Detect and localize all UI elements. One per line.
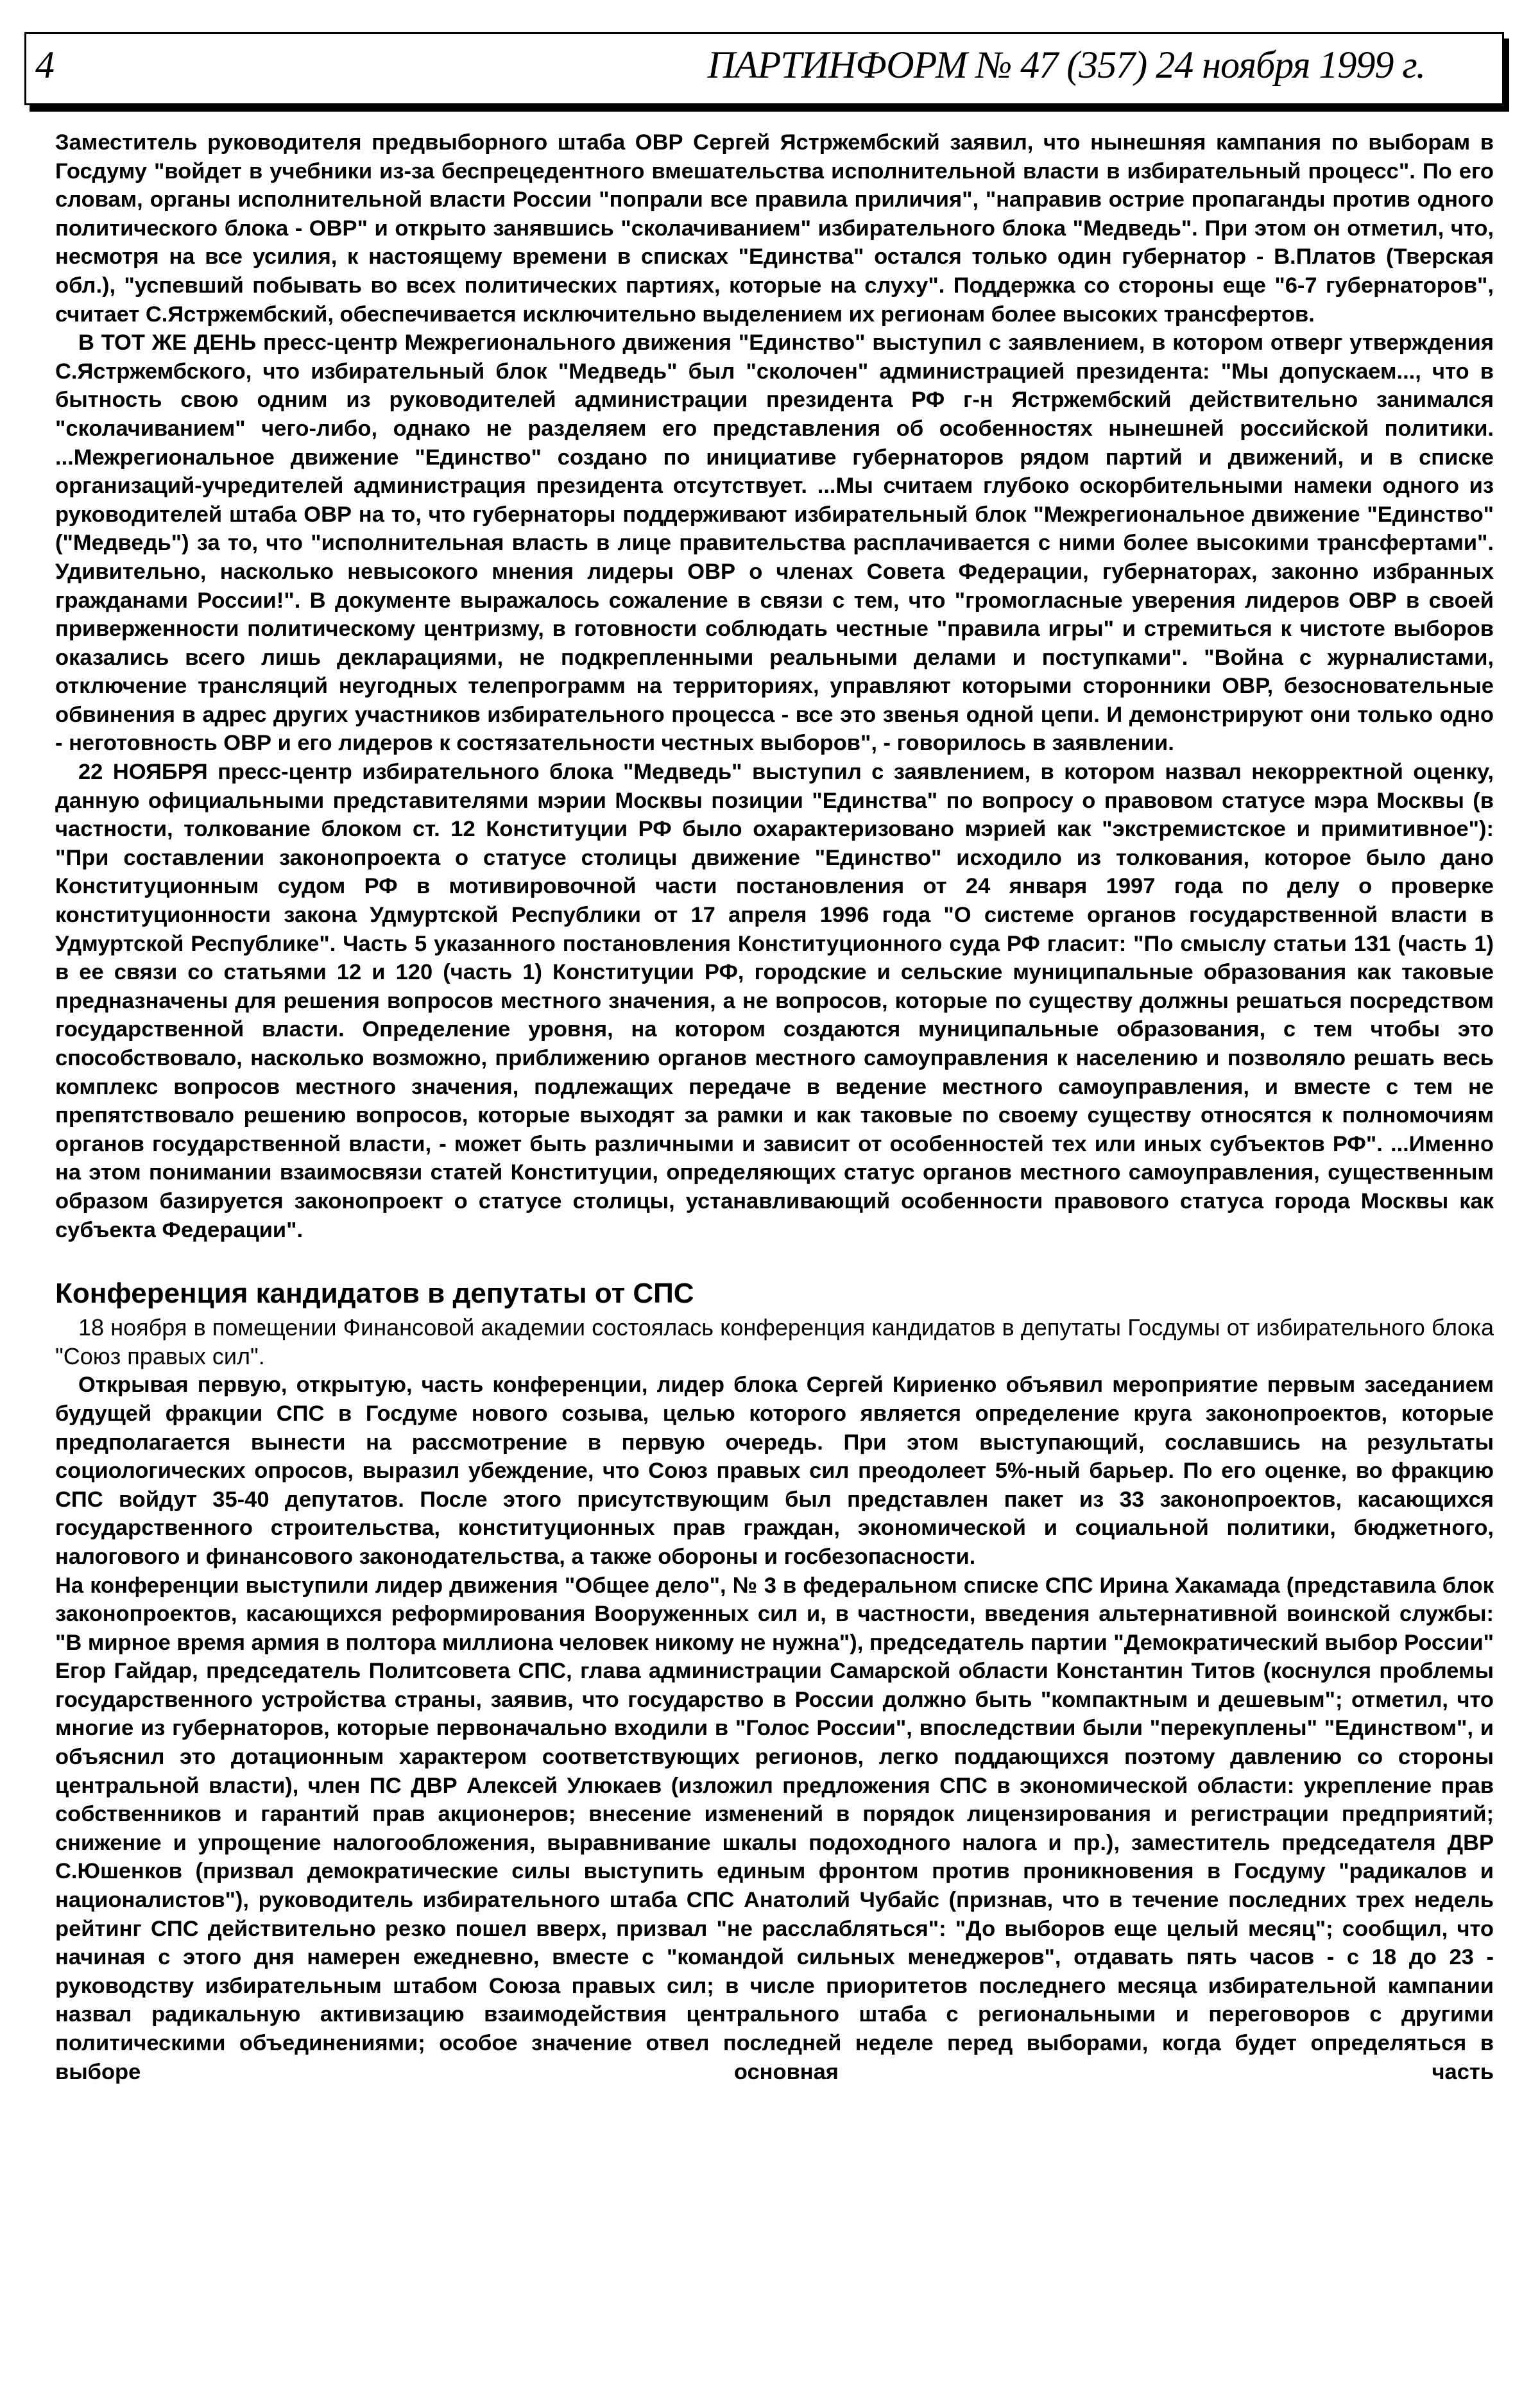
paragraph: Заместитель руководителя предвыборного штаба ОВР Сергей Ястржембский заявил, что нынешняя кампания по выборам в Госдуму "войдет в учебники из-за беспрецедентного вмешательства исполнительной власти в избирательный процесс". По его словам, органы исполнительной власти России "попрали все правила приличия", "направив острие пропаганды против одного политического блока - ОВР" и открыто занявшись "сколачиванием" избирательного блока "Медведь". При этом он отметил, что, несмотря на все усилия, к настоящему времени в списках "Единства" остался только один губернатор - В.Платов (Тверская обл.), "успевший побывать во всех политических партиях, которые на слуху". Поддержка со стороны еще "6-7 губернаторов", считает С.Ястржембский, обеспечивается исключительно выделением их регионам более высоких трансфертов. [55, 130, 1494, 327]
paragraph: 22 НОЯБРЯ пресс-центр избирательного блока "Медведь" выступил с заявлением, в котором назвал некорректной оценку, данную официальными представителями мэрии Москвы позиции "Единства" по вопросу о правовом статусе мэра Москвы (в частности, толкование блоком ст. 12 Конституции РФ было охарактеризовано мэрией как "экстремистское и примитивное"): "При составлении законопроекта о статусе столицы движение "Единство" исходило из толкования, которое было дано Конституционным судом РФ в мотивировочной части постановления от 24 января 1997 года по делу о проверке конституционности закона Удмуртской Республики от 17 апреля 1996 года "О системе органов государственной власти в Удмуртской Республике". Часть 5 указанного постановления Конституционного суда РФ гласит: "По смыслу статьи 131 (часть 1) в ее связи со статьями 12 и 120 (часть 1) Конституции РФ, городские и сельские муниципальные образования как таковые предназначены для решения вопросов местного значения, а не вопросов, которые по существу должны решаться посредством государственной власти. Определение уровня, на котором создаются муниципальные образования, с тем чтобы это способствовало, насколько возможно, приближению органов местного самоуправления к населению и позволяло решать весь комплекс вопросов местного значения, подлежащих передаче в ведение местного самоуправления, и вместе с тем не препятствовало решению вопросов, которые выходят за рамки и как таковые по своему существу относятся к полномочиям органов государственной власти, - может быть различными и зависит от особенностей тех или иных субъектов РФ". ...Именно на этом понимании взаимосвязи статей Конституции, определяющих статус органов местного самоуправления, существенным образом базируется законопроект о статусе столицы, устанавливающий особенности правового статуса города Москвы как субъекта Федерации". [55, 760, 1494, 1242]
page-header [24, 32, 1504, 105]
paragraph: Открывая первую, открытую, часть конференции, лидер блока Сергей Кириенко объявил мероприятие первым заседанием будущей фракции СПС в Госдуме нового созыва, целью которого является определение круга законопроектов, которые предполагается вынести на рассмотрение в первую очередь. При этом выступающий, сославшись на результаты социологических опросов, выразил убеждение, что Союз правых сил преодолеет 5%-ный барьер. По его оценке, во фракцию СПС войдут 35-40 депутатов. После этого присутствующим был представлен пакет из 33 законопроектов, касающихся государственного строительства, конституционных прав граждан, экономической и социальной политики, бюджетного, налогового и финансового законодательства, а также обороны и госбезопасности. [55, 1373, 1494, 1569]
article-body [55, 128, 1494, 2086]
issue-title: ПАРТИНФОРМ № 47 (357) 24 ноября 1999 г. [707, 44, 1425, 86]
paragraph: На конференции выступили лидер движения "Общее дело", № 3 в федеральном списке СПС Ирина Хакамада (представила блок законопроектов, касающихся реформирования Вооруженных сил и, в частности, введения альтернативной воинской службы: "В мирное время армия в полтора миллиона человек никому не нужна"), председатель партии "Демократический выбор России" Егор Гайдар, председатель Политсовета СПС, глава администрации Самарской области Константин Титов (коснулся проблемы государственного устройства страны, заявив, что государство в России должно быть "компактным и дешевым"; отметил, что многие из губернаторов, которые первоначально входили в "Голос России", впоследствии были "перекуплены" "Единством", и объяснил это дотационным характером соответствующих регионов, легко поддающихся поэтому давлению со стороны центральной власти), член ПС ДВР Алексей Улюкаев (изложил предложения СПС в экономической области: укрепление прав собственников и гарантий прав акционеров; внесение изменений в порядок лицензирования и регистрации предприятий; снижение и упрощение налогообложения, выравнивание шкалы подоходного налога и пр.), заместитель председателя ДВР С.Юшенков (призвал демократические силы выступить единым фронтом против проникновения в Госдуму "радикалов и националистов"), руководитель избирательного штаба СПС Анатолий Чубайс (признав, что в течение последних трех недель рейтинг СПС действительно резко пошел вверх, призвал "не расслабляться": "До выборов еще целый месяц"; сообщил, что начиная с этого дня намерен ежедневно, вместе с "командой сильных менеджеров", отдавать пять часов - с 18 до 23 - руководству избирательным штабом Союза правых сил; в числе приоритетов последнего месяца избирательной кампании назвал радикальную активизацию взаимодействия центрального штаба с региональными и переговоров с другими политическими объединениями; особое значение отвел последней неделе перед выборами, когда будет определяться в выборе основная часть [55, 1573, 1494, 2084]
section-heading: Конференция кандидатов в депутаты от СПС [55, 1278, 694, 1310]
page-number: 4 [35, 44, 55, 86]
paragraph: В ТОТ ЖЕ ДЕНЬ пресс-центр Межрегионального движения "Единство" выступил с заявлением, в котором отверг утверждения С.Ястржембского, что избирательный блок "Медведь" был "сколочен" администрацией президента: "Мы допускаем..., что в бытность свою одним из руководителей администрации президента РФ г-н Ястржембский действительно занимался "сколачиванием" чего-либо, однако не разделяем его представления об особенностях нынешней российской политики. ...Межрегиональное движение "Единство" создано по инициативе губернаторов рядом партий и движений, и в списке организаций-учредителей администрация президента отсутствует. ...Мы считаем глубоко оскорбительными намеки одного из руководителей штаба ОВР на то, что губернаторы поддерживают избирательный блок "Межрегиональное движение "Единство" ("Медведь") за то, что "исполнительная власть в лице правительства расплачивается с ними более высокими трансфертами". Удивительно, насколько невысокого мнения лидеры ОВР о членах Совета Федерации, губернаторах, законно избранных гражданами России!". В документе выражалось сожаление в связи с тем, что "громогласные уверения лидеров ОВР в своей приверженности политическому центризму, в готовности соблюдать честные "правила игры" и стремиться к чистоте выборов оказались всего лишь декларациями, не подкрепленными реальными делами и поступками". "Война с журналистами, отключение трансляций неугодных телепрограмм на территориях, управляют которыми сторонники ОВР, безосновательные обвинения в адрес других участников избирательного процесса - все это звенья одной цепи. И демонстрируют они только одно - неготовность ОВР и его лидеров к состязательности честных выборов", - говорилось в заявлении. [55, 330, 1494, 756]
lead-paragraph: 18 ноября в помещении Финансовой академии состоялась конференция кандидатов в депутаты Госдумы от избирательного блока "Союз правых сил". [55, 1314, 1494, 1369]
